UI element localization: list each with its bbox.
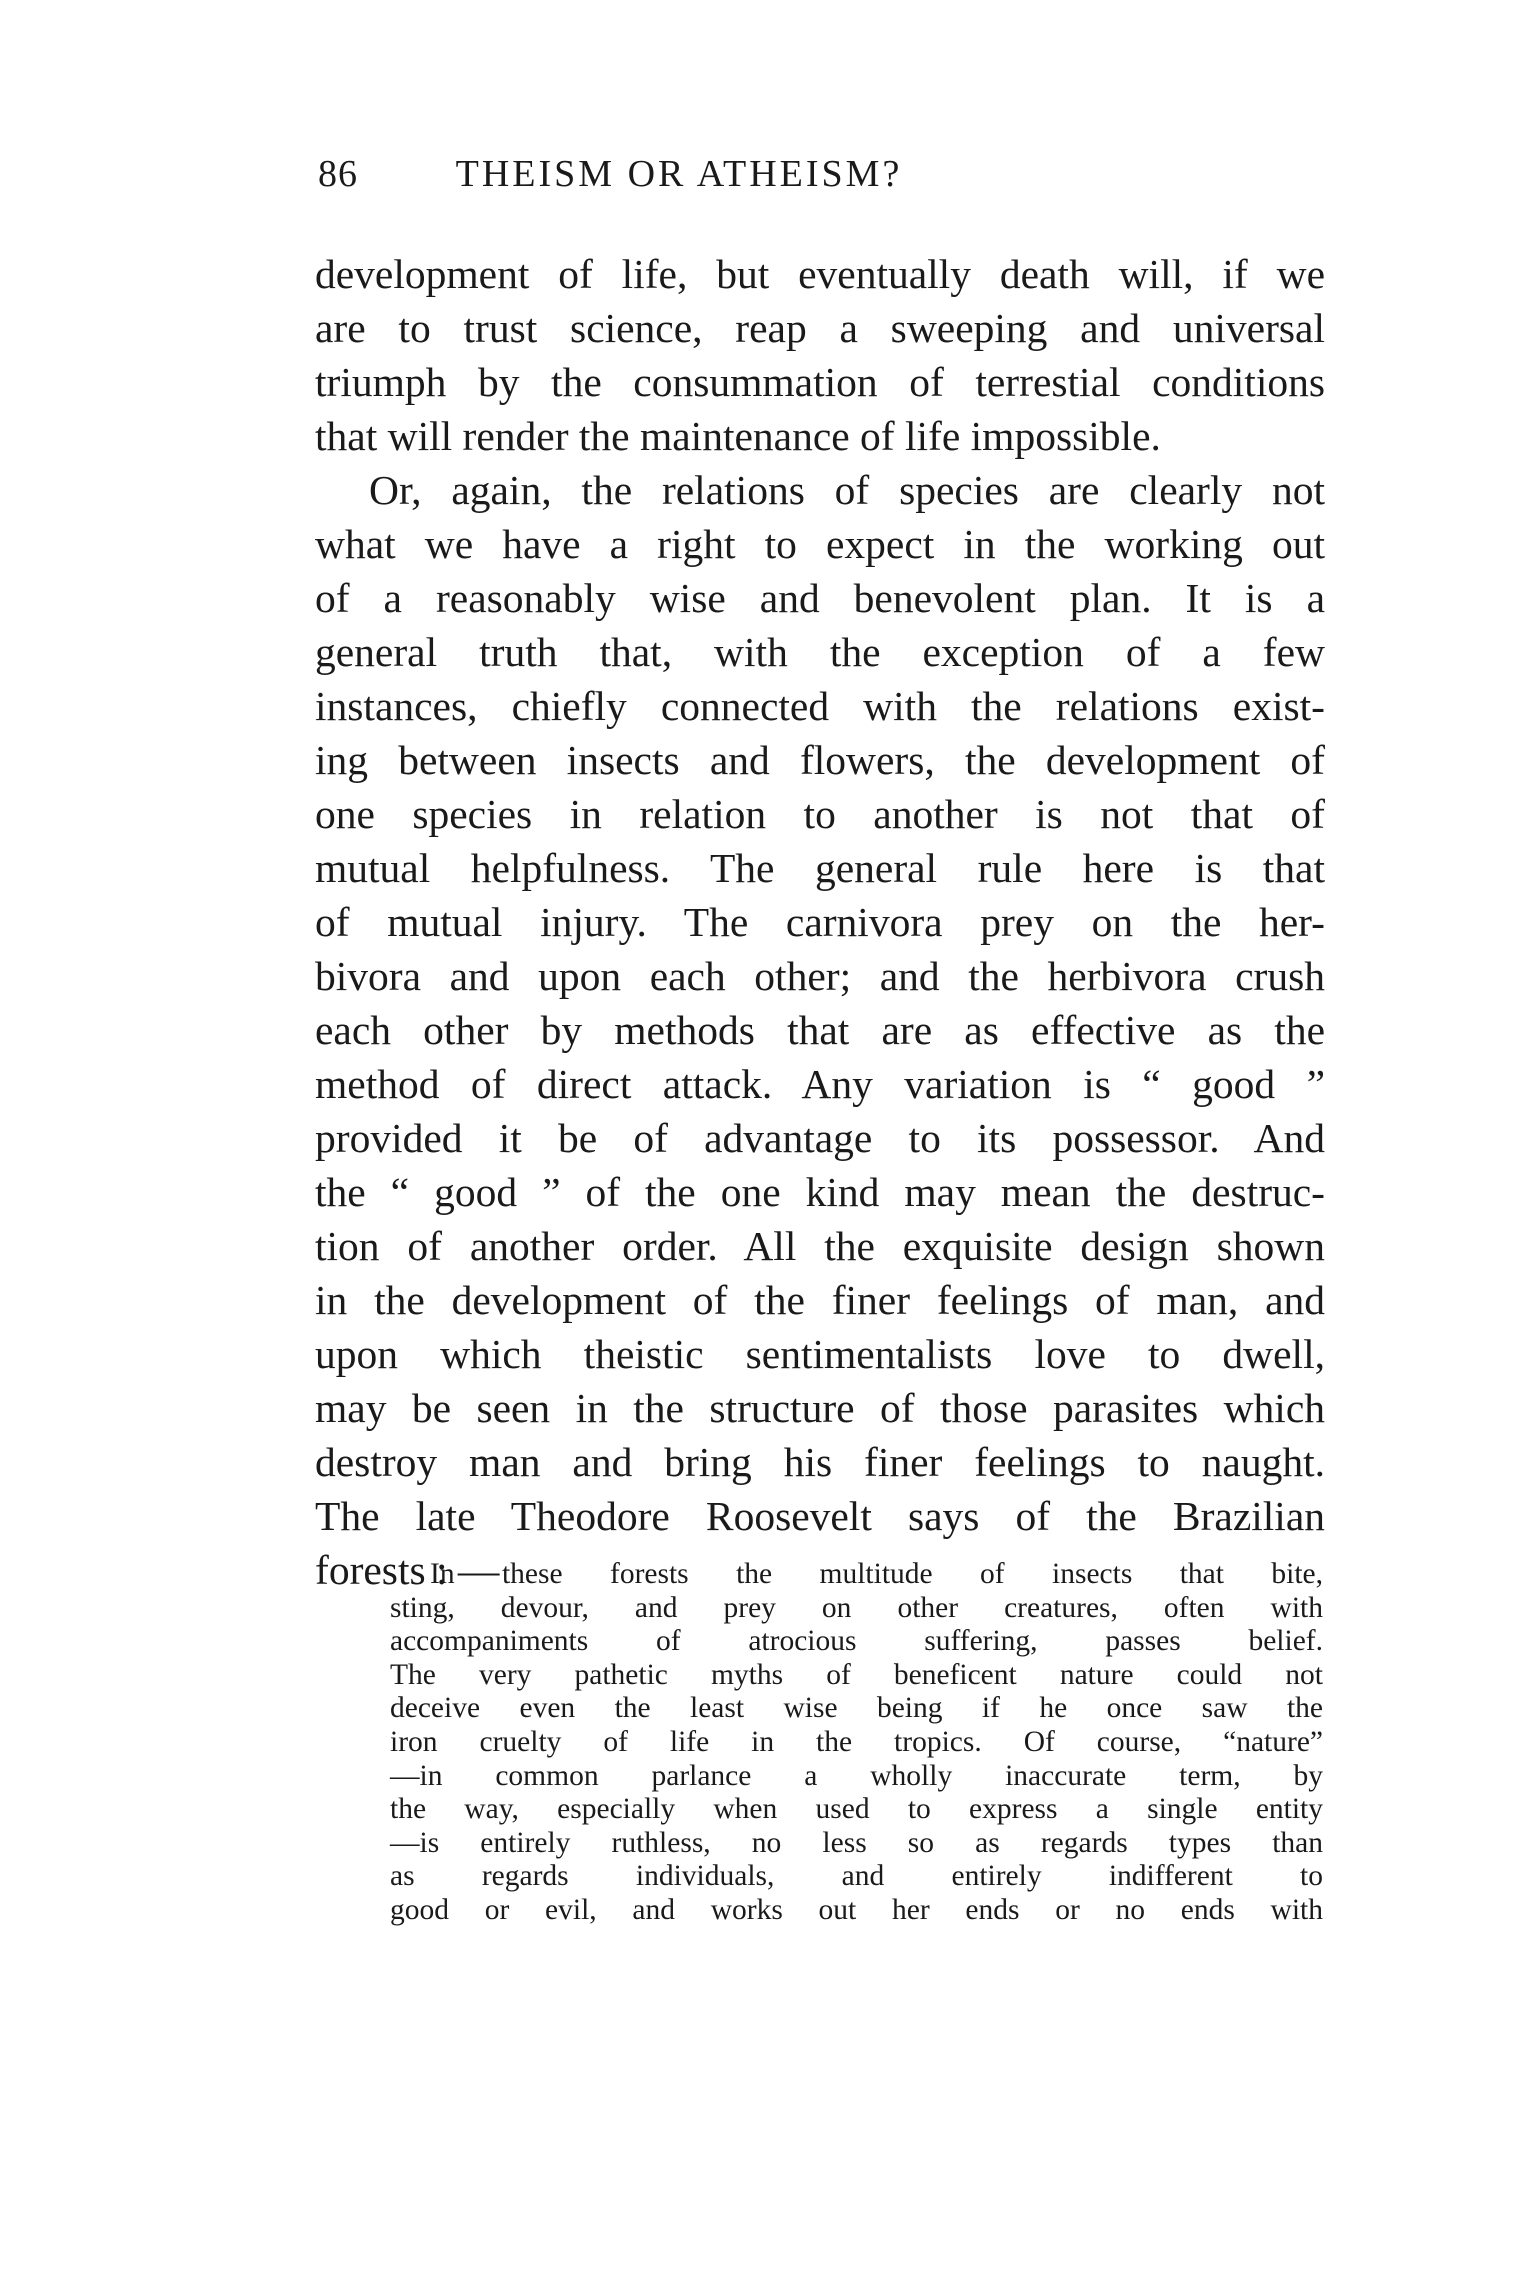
running-title: THEISM OR ATHEISM?	[455, 153, 903, 195]
body-line: ing between insects and flowers, the development of	[315, 737, 1325, 783]
body-line: triumph by the consummation of terrestial conditions	[315, 359, 1325, 405]
body-line: each other by methods that are as effective as the	[315, 1007, 1325, 1053]
body-line: of a reasonably wise and benevolent plan. It is a	[315, 575, 1325, 621]
body-line: tion of another order. All the exquisite design shown	[315, 1223, 1325, 1269]
body-line: instances, chiefly connected with the relations exist-	[315, 683, 1325, 729]
quote-line: iron cruelty of life in the tropics. Of course, “nature”	[390, 1725, 1323, 1758]
body-line: that will render the maintenance of life impossible.	[315, 413, 1161, 459]
quote-line: —in common parlance a wholly inaccurate term, by	[390, 1759, 1323, 1792]
body-line: what we have a right to expect in the working out	[315, 521, 1325, 567]
body-line: The late Theodore Roosevelt says of the Brazilian	[315, 1493, 1325, 1539]
quote-line: sting, devour, and prey on other creatures, often with	[390, 1591, 1323, 1624]
body-line: upon which theistic sentimentalists love to dwell,	[315, 1331, 1325, 1377]
body-line: the “ good ” of the one kind may mean the destruc-	[315, 1169, 1325, 1215]
quote-line: accompaniments of atrocious suffering, passes belief.	[390, 1625, 1323, 1658]
running-head	[318, 152, 1318, 208]
quote-line: good or evil, and works out her ends or no ends with	[390, 1893, 1323, 1926]
body-line: forests : —	[315, 1547, 500, 1593]
body-line: may be seen in the structure of those parasites which	[315, 1385, 1325, 1431]
body-line: method of direct attack. Any variation is “ good ”	[315, 1061, 1325, 1107]
quote-line: —is entirely ruthless, no less so as regards types than	[390, 1826, 1323, 1859]
body-text	[315, 247, 1325, 1597]
quote-line: the way, especially when used to express a single entity	[390, 1793, 1323, 1826]
body-line: of mutual injury. The carnivora prey on the her-	[315, 899, 1325, 945]
quote-line: deceive even the least wise being if he once saw the	[390, 1692, 1323, 1725]
body-line: mutual helpfulness. The general rule here is that	[315, 845, 1325, 891]
body-line: Or, again, the relations of species are clearly not	[369, 467, 1325, 513]
block-quote	[390, 1558, 1323, 1928]
quote-line: as regards individuals, and entirely indifferent to	[390, 1860, 1323, 1893]
page-number: 86	[318, 153, 358, 195]
body-line: bivora and upon each other; and the herbivora crush	[315, 953, 1325, 999]
body-line: destroy man and bring his finer feelings to naught.	[315, 1439, 1325, 1485]
body-line: development of life, but eventually death will, if we	[315, 251, 1325, 297]
body-line: provided it be of advantage to its possessor. And	[315, 1115, 1325, 1161]
body-line: are to trust science, reap a sweeping and universal	[315, 305, 1325, 351]
body-line: general truth that, with the exception of a few	[315, 629, 1325, 675]
body-line: one species in relation to another is not that of	[315, 791, 1325, 837]
body-line: in the development of the finer feelings of man, and	[315, 1277, 1325, 1323]
quote-line: In these forests the multitude of insects that bite,	[430, 1558, 1323, 1590]
quote-line: The very pathetic myths of beneficent nature could not	[390, 1658, 1323, 1691]
